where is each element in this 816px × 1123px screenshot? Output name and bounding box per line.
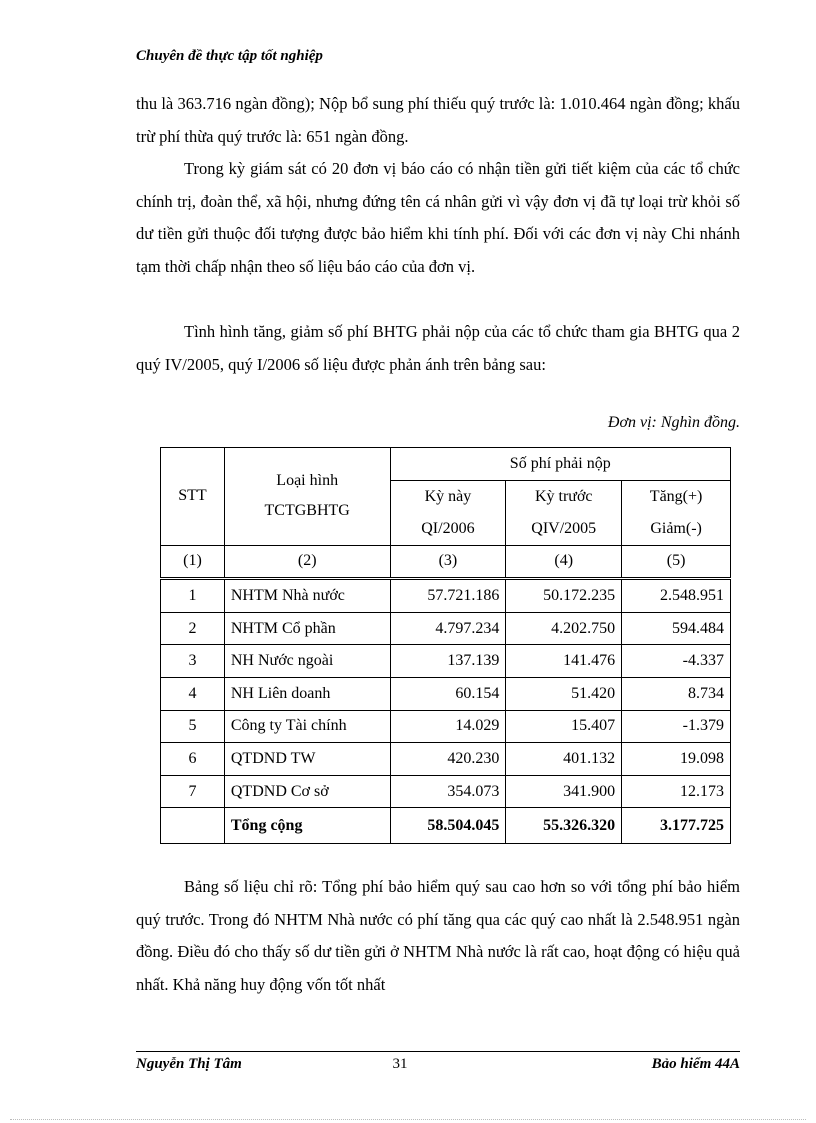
column-number-row bbox=[161, 545, 731, 579]
cell-change: 594.484 bbox=[622, 612, 731, 645]
header-change-line2: Giảm(-) bbox=[650, 519, 702, 537]
table-header-row-1 bbox=[161, 448, 731, 481]
cell-change: 8.734 bbox=[622, 677, 731, 710]
total-label: Tổng cộng bbox=[224, 808, 390, 844]
cell-previous: 401.132 bbox=[506, 743, 622, 776]
cell-change: 19.098 bbox=[622, 743, 731, 776]
cell-stt: 3 bbox=[161, 645, 225, 678]
cell-type: NHTM Nhà nước bbox=[224, 579, 390, 613]
cell-change: 2.548.951 bbox=[622, 579, 731, 613]
cell-type: QTDND Cơ sở bbox=[224, 775, 390, 808]
col-number: (5) bbox=[622, 545, 731, 579]
cell-stt: 1 bbox=[161, 579, 225, 613]
cell-previous: 50.172.235 bbox=[506, 579, 622, 613]
cell-previous: 341.900 bbox=[506, 775, 622, 808]
table-row bbox=[161, 710, 731, 743]
cell-change: 12.173 bbox=[622, 775, 731, 808]
cell-stt: 4 bbox=[161, 677, 225, 710]
table-row bbox=[161, 612, 731, 645]
total-row bbox=[161, 808, 731, 844]
paragraph-3: Tình hình tăng, giảm số phí BHTG phải nộp của các tổ chức tham gia BHTG qua 2 quý IV/2005, quý I/2006 số liệu được phản ánh trên bảng sau: bbox=[136, 322, 740, 374]
paragraph-1: thu là 363.716 ngàn đồng); Nộp bổ sung phí thiếu quý trước là: 1.010.464 ngàn đồng; khấu trừ phí thừa quý trước là: 651 ngàn đồng. bbox=[136, 94, 740, 146]
col-number: (4) bbox=[506, 545, 622, 579]
header-change bbox=[622, 480, 731, 545]
cell-current: 354.073 bbox=[390, 775, 506, 808]
footer-class: Bảo hiểm 44A bbox=[651, 1056, 740, 1072]
cell-stt: 2 bbox=[161, 612, 225, 645]
cell-change: -1.379 bbox=[622, 710, 731, 743]
cell-type: NH Nước ngoài bbox=[224, 645, 390, 678]
cell-current: 60.154 bbox=[390, 677, 506, 710]
page-number: 31 bbox=[392, 1056, 408, 1072]
unit-label: Đơn vị: Nghìn đồng. bbox=[607, 414, 740, 431]
col-number: (2) bbox=[224, 545, 390, 579]
col-number: (1) bbox=[161, 545, 225, 579]
cell-total-empty bbox=[161, 808, 225, 844]
header-current-line1: Kỳ này bbox=[424, 487, 472, 505]
header-current-line2: QI/2006 bbox=[421, 519, 475, 537]
page-edge-divider bbox=[10, 1119, 806, 1120]
header-change-line1: Tăng(+) bbox=[649, 487, 703, 505]
cell-stt: 5 bbox=[161, 710, 225, 743]
header-previous-line1: Kỳ trước bbox=[534, 487, 593, 505]
cell-current: 4.797.234 bbox=[390, 612, 506, 645]
cell-type: Công ty Tài chính bbox=[224, 710, 390, 743]
total-previous: 55.326.320 bbox=[506, 808, 622, 844]
table-row bbox=[161, 579, 731, 613]
total-change: 3.177.725 bbox=[622, 808, 731, 844]
paragraph-2: Trong kỳ giám sát có 20 đơn vị báo cáo có nhận tiền gửi tiết kiệm của các tổ chức chính trị, đoàn thể, xã hội, nhưng đứng tên cá nhân gửi vì vậy đơn vị đã tự loại trừ khỏi số dư tiền gửi thuộc đối tượng được bảo hiểm khi tính phí. Đối với các đơn vị này Chi nhánh tạm thời chấp nhận theo số liệu báo cáo của đơn vị. bbox=[136, 159, 740, 276]
footer-author: Nguyễn Thị Tâm bbox=[136, 1056, 242, 1072]
cell-current: 57.721.186 bbox=[390, 579, 506, 613]
table-row bbox=[161, 743, 731, 776]
cell-stt: 6 bbox=[161, 743, 225, 776]
total-current: 58.504.045 bbox=[390, 808, 506, 844]
header-fee-group: Số phí phải nộp bbox=[390, 448, 731, 481]
table-row bbox=[161, 775, 731, 808]
header-type bbox=[224, 448, 390, 546]
cell-previous: 51.420 bbox=[506, 677, 622, 710]
table-row bbox=[161, 645, 731, 678]
fee-table bbox=[160, 447, 731, 844]
header-stt: STT bbox=[161, 448, 225, 546]
paragraph-4: Bảng số liệu chỉ rõ: Tổng phí bảo hiểm quý sau cao hơn so với tổng phí bảo hiểm quý trước. Trong đó NHTM Nhà nước có phí tăng qua các quý cao nhất là 2.548.951 ngàn đồng. Điều đó cho thấy số dư tiền gửi ở NHTM Nhà nước là rất cao, hoạt động có hiệu quả nhất. Khả năng huy động vốn tốt nhất bbox=[136, 877, 740, 994]
cell-current: 137.139 bbox=[390, 645, 506, 678]
header-type-line1: Loại hình bbox=[276, 472, 339, 490]
cell-type: QTDND TW bbox=[224, 743, 390, 776]
cell-change: -4.337 bbox=[622, 645, 731, 678]
header-current bbox=[390, 480, 506, 545]
running-header: Chuyên đề thực tập tốt nghiệp bbox=[136, 48, 323, 64]
cell-previous: 141.476 bbox=[506, 645, 622, 678]
cell-stt: 7 bbox=[161, 775, 225, 808]
table-row bbox=[161, 677, 731, 710]
cell-current: 14.029 bbox=[390, 710, 506, 743]
cell-previous: 15.407 bbox=[506, 710, 622, 743]
header-previous-line2: QIV/2005 bbox=[531, 519, 597, 537]
cell-previous: 4.202.750 bbox=[506, 612, 622, 645]
header-type-line2: TCTGBHTG bbox=[264, 502, 350, 520]
col-number: (3) bbox=[390, 545, 506, 579]
cell-type: NHTM Cổ phần bbox=[224, 612, 390, 645]
cell-current: 420.230 bbox=[390, 743, 506, 776]
header-previous bbox=[506, 480, 622, 545]
footer-divider bbox=[136, 1051, 740, 1052]
cell-type: NH Liên doanh bbox=[224, 677, 390, 710]
